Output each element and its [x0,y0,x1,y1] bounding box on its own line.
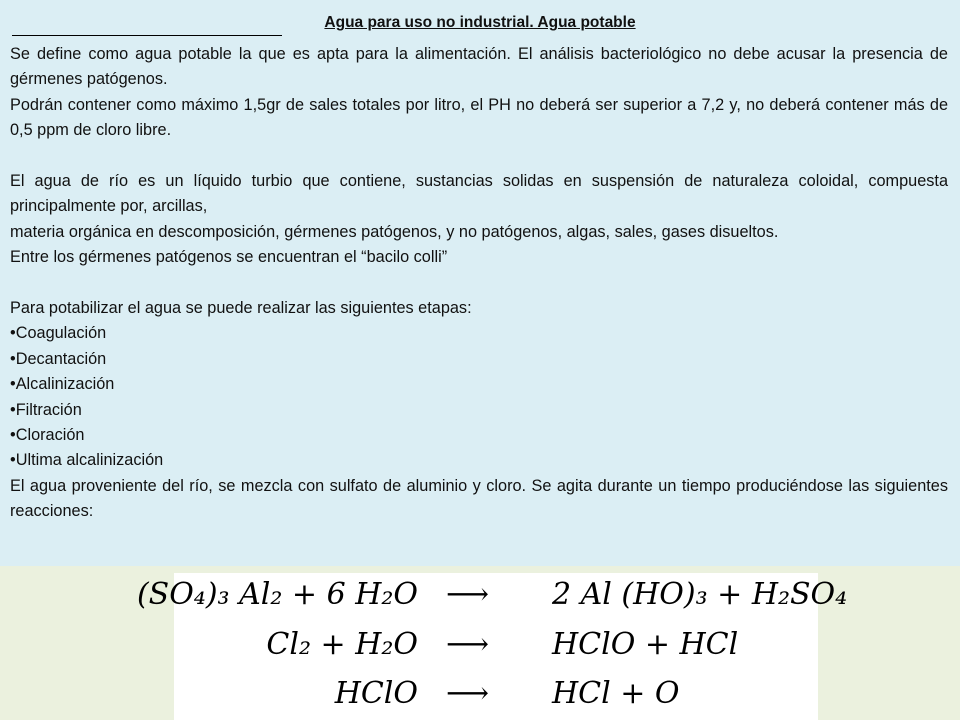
list-item: •Ultima alcalinización [10,451,164,470]
spacer [10,271,948,296]
equation-row [174,623,818,671]
title-underline-rule [12,35,282,36]
list-item: •Decantación [10,349,107,368]
page-title-text: Agua para uso no industrial. Agua potable [324,14,636,31]
reaction-arrow-icon: ⟶ [446,676,490,711]
equation-products: HCl + O [552,676,680,711]
reaction-arrow-icon: ⟶ [446,627,490,662]
paragraph-reactions-intro: El agua proveniente del río, se mezcla con sulfato de aluminio y cloro. Se agita durante un tiempo produciéndose las siguientes reacciones: [10,476,948,521]
list-item: •Alcalinización [10,375,115,394]
equations-box [136,573,848,720]
list-item: •Cloración [10,426,85,445]
equation-products: 2 Al (HO)₃ + H₂SO₄ [552,577,848,612]
equation-products: HClO + HCl [552,627,739,662]
page-title [10,12,950,34]
paragraph-pathogens: Entre los gérmenes patógenos se encuentran el “bacilo colli” [10,248,448,267]
equation-row [174,672,818,720]
body-text [10,42,948,525]
paragraph-river-contents: materia orgánica en descomposición, gérmenes patógenos, y no patógenos, algas, sales, gases disueltos. [10,222,779,241]
paragraph-stages-intro: Para potabilizar el agua se puede realizar las siguientes etapas: [10,299,472,318]
list-item: •Coagulación [10,324,107,343]
equation-reactants: Cl₂ + H₂O [266,627,418,662]
equation-row [136,573,848,621]
spacer [10,144,948,169]
paragraph-definition: Se define como agua potable la que es apta para la alimentación. El análisis bacteriológico no debe acusar la presencia de gérmenes patógenos. [10,45,948,89]
equation-reactants: HClO [334,676,418,711]
reaction-arrow-icon: ⟶ [446,577,490,612]
paragraph-limits: Podrán contener como máximo 1,5gr de sales totales por litro, el PH no deberá ser superior a 7,2 y, no deberá contener más de 0,5 ppm de cloro libre. [10,95,948,140]
list-item: •Filtración [10,400,82,419]
stages-list [10,321,948,473]
paragraph-river-water: El agua de río es un líquido turbio que contiene, sustancias solidas en suspensión de naturaleza coloidal, compuesta principalmente por, arcillas, [10,172,948,216]
equation-reactants: (SO₄)₃ Al₂ + 6 H₂O [136,577,418,612]
